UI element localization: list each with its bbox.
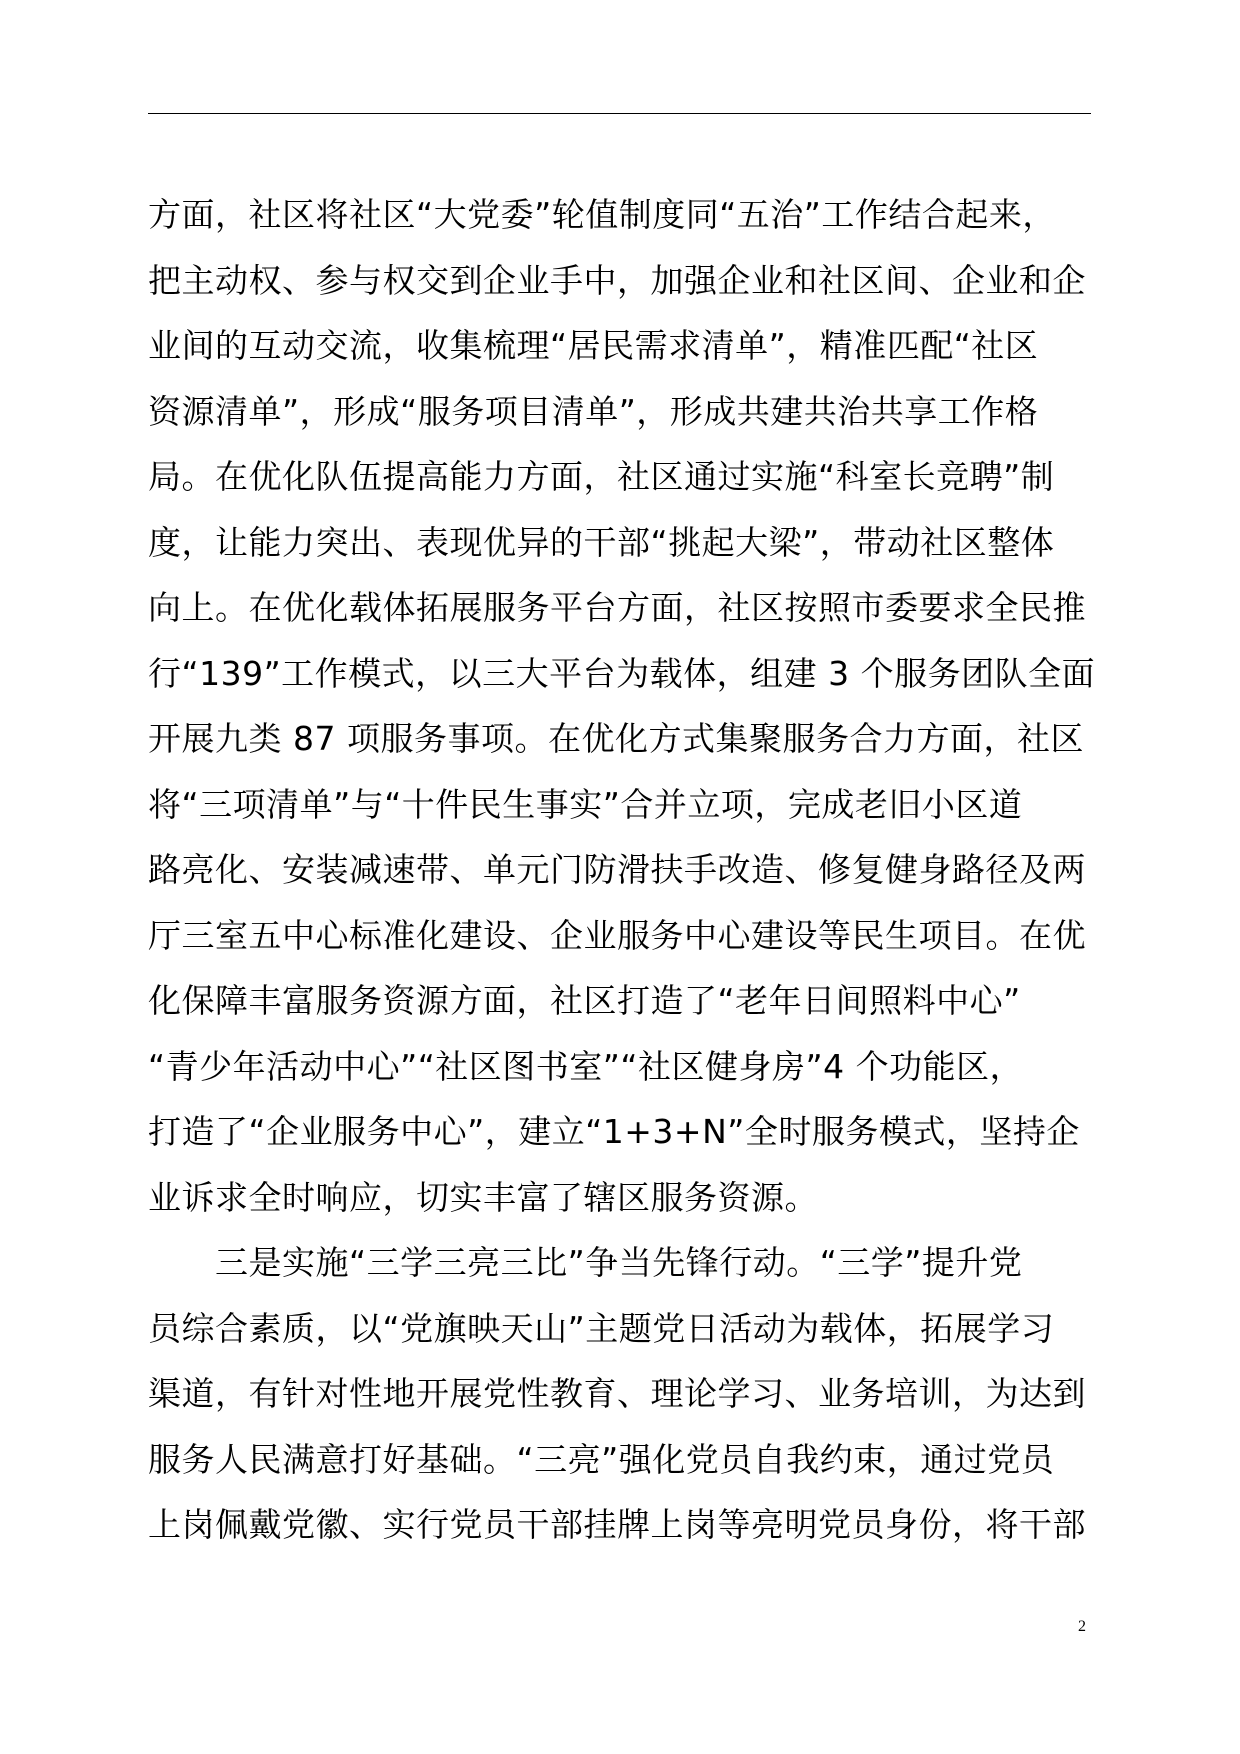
text-line: 化保障丰富服务资源方面，社区打造了“老年日间照料中心” [148, 981, 1021, 1020]
text-line: 将“三项清单”与“十件民生事实”合并立项，完成老旧小区道 [148, 784, 1023, 824]
text-line: 服务人民满意打好基础。“三亮”强化党员自我约束，通过党员 [148, 1439, 1055, 1479]
text-line: 业间的互动交流，收集梳理“居民需求清单”，精准匹配“社区 [148, 326, 1039, 365]
page-number: 2 [1078, 1618, 1086, 1635]
text-line: 路亮化、安装减速带、单元门防滑扶手改造、修复健身路径及两 [148, 850, 1086, 889]
text-line: 向上。在优化载体拓展服务平台方面，社区按照市委要求全民推 [148, 588, 1086, 627]
text-line: 局。在优化队伍提高能力方面，社区通过实施“科室长竞聘”制 [148, 457, 1055, 496]
text-line: 厅三室五中心标准化建设、企业服务中心建设等民生项目。在优 [148, 915, 1086, 955]
text-line: 方面，社区将社区“大党委”轮值制度同“五治”工作结合起来， [148, 195, 1056, 234]
text-line: 开展九类 87 项服务事项。在优化方式集聚服务合力方面，社区 [148, 719, 1084, 758]
paragraph-first-line: 三是实施“三学三亮三比”争当先锋行动。“三学”提升党 [215, 1243, 1023, 1282]
text-line: 员综合素质，以“党旗映天山”主题党日活动为载体，拓展学习 [148, 1308, 1055, 1348]
text-line: 资源清单”，形成“服务项目清单”，形成共建共治共享工作格 [148, 391, 1039, 431]
text-line: 打造了“企业服务中心”，建立“1+3+N”全时服务模式，坚持企 [148, 1112, 1080, 1151]
text-line: 渠道，有针对性地开展党性教育、理论学习、业务培训，为达到 [148, 1374, 1086, 1413]
text-line: 上岗佩戴党徽、实行党员干部挂牌上岗等亮明党员身份，将干部 [148, 1505, 1086, 1544]
text-line: 把主动权、参与权交到企业手中，加强企业和社区间、企业和企 [148, 260, 1086, 300]
text-line: “青少年活动中心”“社区图书室”“社区健身房”4 个功能区， [148, 1046, 1024, 1086]
text-line: 度，让能力突出、表现优异的干部“挑起大梁”，带动社区整体 [148, 522, 1055, 562]
header-rule [148, 113, 1091, 114]
body-text [148, 182, 1113, 1558]
text-line: 业诉求全时响应，切实丰富了辖区服务资源。 [148, 1177, 818, 1217]
text-line: 行“139”工作模式，以三大平台为载体，组建 3 个服务团队全面 [148, 653, 1096, 693]
